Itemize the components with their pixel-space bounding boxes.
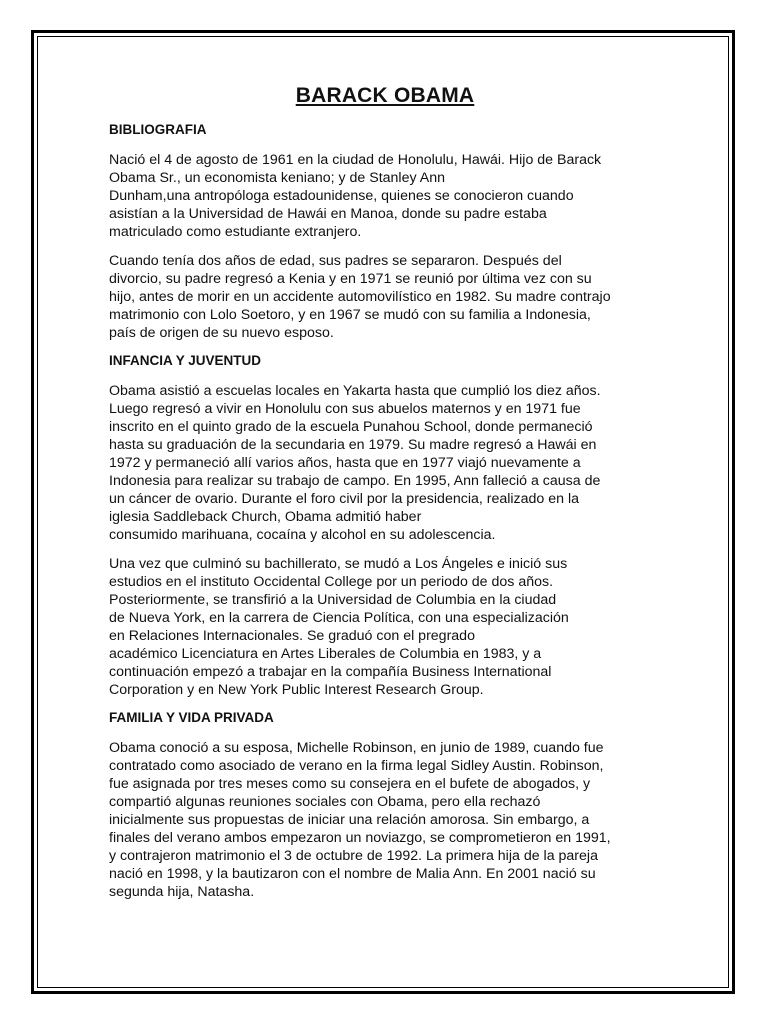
- section-heading: BIBLIOGRAFIA: [109, 122, 207, 137]
- document-body: [109, 84, 661, 912]
- paragraph: [109, 555, 661, 699]
- text-line: Obama conoció a su esposa, Michelle Robinson, en junio de 1989, cuando fue: [109, 740, 604, 756]
- section-infancia-y-juventud: [109, 353, 661, 699]
- text-line: académico Licenciatura en Artes Liberales de Columbia en 1983, y a: [109, 646, 542, 662]
- paragraph: [109, 151, 661, 241]
- document-title: BARACK OBAMA: [295, 84, 475, 107]
- text-line: asistían a la Universidad de Hawái en Manoa, donde su padre estaba: [109, 206, 547, 222]
- paragraph: [109, 252, 661, 342]
- text-line: fue asignada por tres meses como su consejera en el bufete de abogados, y: [109, 776, 591, 792]
- section-bibliografia: [109, 122, 661, 342]
- text-line: consumido marihuana, cocaína y alcohol en su adolescencia.: [109, 527, 496, 543]
- text-line: país de origen de su nuevo esposo.: [109, 325, 334, 341]
- text-line: y contrajeron matrimonio el 3 de octubre de 1992. La primera hija de la pareja: [109, 848, 598, 864]
- text-line: Corporation y en New York Public Interest Research Group.: [109, 682, 484, 698]
- text-line: un cáncer de ovario. Durante el foro civil por la presidencia, realizado en la: [109, 491, 580, 507]
- text-line: Obama Sr., un economista keniano; y de Stanley Ann: [109, 170, 445, 186]
- paragraph: [109, 739, 661, 901]
- text-line: iglesia Saddleback Church, Obama admitió haber: [109, 509, 422, 525]
- text-line: finales del verano ambos empezaron un noviazgo, se comprometieron en 1991,: [109, 830, 611, 846]
- text-line: hasta su graduación de la secundaria en 1979. Su madre regresó a Hawái en: [109, 437, 597, 453]
- text-line: hijo, antes de morir en un accidente automovilístico en 1982. Su madre contrajo: [109, 289, 611, 305]
- text-line: compartió algunas reuniones sociales con Obama, pero ella rechazó: [109, 794, 541, 810]
- section-heading: FAMILIA Y VIDA PRIVADA: [109, 710, 274, 725]
- section-familia-y-vida-privada: [109, 710, 661, 901]
- text-line: Dunham,una antropóloga estadounidense, quienes se conocieron cuando: [109, 188, 574, 204]
- text-line: segunda hija, Natasha.: [109, 884, 255, 900]
- text-line: Nació el 4 de agosto de 1961 en la ciudad de Honolulu, Hawái. Hijo de Barack: [109, 152, 602, 168]
- text-line: nació en 1998, y la bautizaron con el nombre de Malia Ann. En 2001 nació su: [109, 866, 596, 882]
- text-line: divorcio, su padre regresó a Kenia y en 1971 se reunió por última vez con su: [109, 271, 592, 287]
- section-heading: INFANCIA Y JUVENTUD: [109, 353, 262, 368]
- text-line: matriculado como estudiante extranjero.: [109, 224, 362, 240]
- text-line: Cuando tenía dos años de edad, sus padres se separaron. Después del: [109, 253, 562, 269]
- text-line: inscrito en el quinto grado de la escuela Punahou School, donde permaneció: [109, 419, 593, 435]
- paragraph: [109, 382, 661, 544]
- text-line: matrimonio con Lolo Soetoro, y en 1967 se mudó con su familia a Indonesia,: [109, 307, 591, 323]
- text-line: de Nueva York, en la carrera de Ciencia Política, con una especialización: [109, 610, 569, 626]
- text-line: inicialmente sus propuestas de iniciar una relación amorosa. Sin embargo, a: [109, 812, 590, 828]
- text-line: Luego regresó a vivir en Honolulu con sus abuelos maternos y en 1971 fue: [109, 401, 581, 417]
- text-line: Obama asistió a escuelas locales en Yakarta hasta que cumplió los diez años.: [109, 383, 601, 399]
- text-line: contratado como asociado de verano en la firma legal Sidley Austin. Robinson,: [109, 758, 604, 774]
- text-line: estudios en el instituto Occidental College por un periodo de dos años.: [109, 574, 554, 590]
- text-line: Indonesia para realizar su trabajo de campo. En 1995, Ann falleció a causa de: [109, 473, 601, 489]
- text-line: Posteriormente, se transfirió a la Universidad de Columbia en la ciudad: [109, 592, 557, 608]
- text-line: continuación empezó a trabajar en la compañía Business International: [109, 664, 552, 680]
- text-line: en Relaciones Internacionales. Se graduó con el pregrado: [109, 628, 475, 644]
- text-line: Una vez que culminó su bachillerato, se mudó a Los Ángeles e inició sus: [109, 556, 568, 572]
- text-line: 1972 y permaneció allí varios años, hasta que en 1977 viajó nuevamente a: [109, 455, 581, 471]
